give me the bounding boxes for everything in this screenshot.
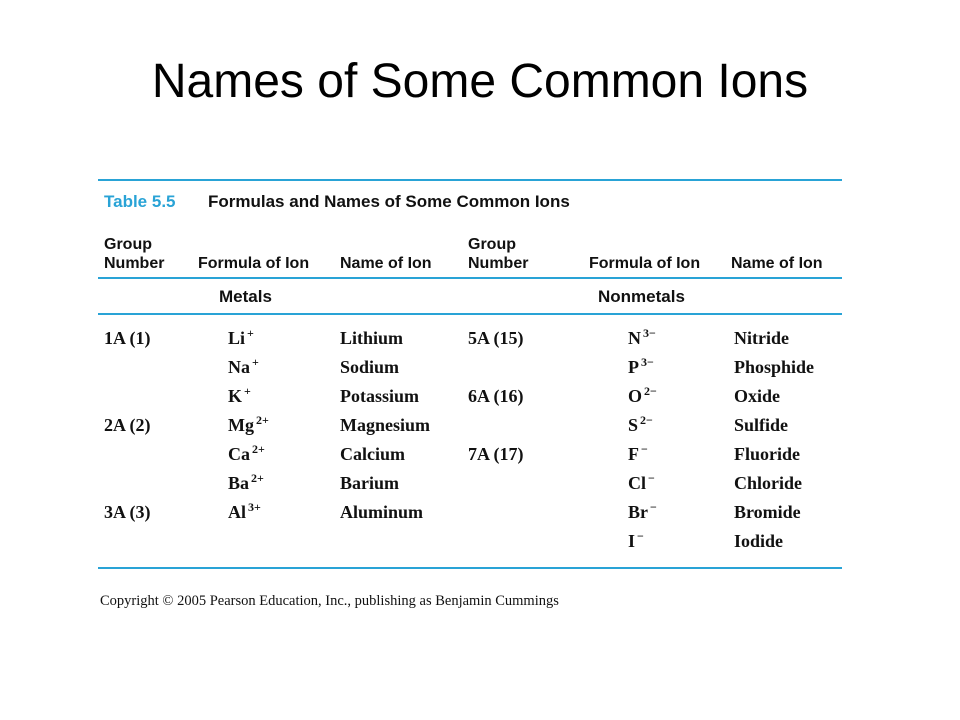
metal-name: Lithium xyxy=(340,328,404,348)
header-row xyxy=(98,225,842,277)
nonmetal-formula: N $^{3-}$ xyxy=(628,326,656,348)
table-row xyxy=(98,469,842,498)
nonmetal-name: Fluoride xyxy=(734,444,800,464)
nonmetal-formula: S $^{2-}$ xyxy=(628,413,653,435)
header-group-nonmetals-line2: Number xyxy=(468,255,529,272)
slide-title: Names of Some Common Ions xyxy=(151,55,809,108)
table-row xyxy=(98,440,842,469)
metal-formula: Ca $^{2+}$ xyxy=(228,442,265,464)
header-group-metals-line2: Number xyxy=(104,255,165,272)
header-group-metals-line1: Group xyxy=(104,236,152,253)
header-name-metals: Name of Ion xyxy=(340,255,432,272)
table-label: Table 5.5 xyxy=(104,192,176,211)
nonmetal-group: 7A (17) xyxy=(468,444,524,464)
nonmetal-formula: Br − xyxy=(628,500,657,522)
copyright-notice: Copyright © 2005 Pearson Education, Inc., publishing as Benjamin Cummings xyxy=(100,593,559,609)
nonmetal-name: Sulfide xyxy=(734,415,789,435)
table-body xyxy=(98,315,842,567)
metal-formula xyxy=(228,531,230,552)
metal-name: Aluminum xyxy=(340,502,424,522)
nonmetals-label: Nonmetals xyxy=(598,287,685,306)
nonmetal-group: 6A (16) xyxy=(468,386,524,406)
table-caption-text: Formulas and Names of Some Common Ions xyxy=(208,192,570,211)
header-formula-metals: Formula of Ion xyxy=(198,255,310,272)
header-group-nonmetals-line1: Group xyxy=(468,236,516,253)
metal-formula: K + xyxy=(228,384,251,406)
header-formula-nonmetals: Formula of Ion xyxy=(589,255,701,272)
table-row xyxy=(98,498,842,527)
metal-formula: Na + xyxy=(228,355,259,377)
table-row xyxy=(98,382,842,411)
nonmetal-name: Iodide xyxy=(734,531,784,551)
metal-name: Magnesium xyxy=(340,415,430,435)
nonmetal-formula: O $^{2-}$ xyxy=(628,384,657,406)
nonmetal-name: Phosphide xyxy=(734,357,815,377)
nonmetal-name: Bromide xyxy=(734,502,801,522)
metal-formula: Al $^{3+}$ xyxy=(228,500,261,522)
metal-group: 2A (2) xyxy=(104,415,151,435)
metal-name: Sodium xyxy=(340,357,400,377)
metals-label: Metals xyxy=(219,287,272,306)
metal-name: Potassium xyxy=(340,386,420,406)
header-name-nonmetals: Name of Ion xyxy=(731,255,823,272)
bottom-rule xyxy=(98,567,842,569)
metal-formula: Mg $^{2+}$ xyxy=(228,413,269,435)
metal-formula: Li + xyxy=(228,326,254,348)
metal-name: Barium xyxy=(340,473,400,493)
table-row xyxy=(98,411,842,440)
metal-group: 1A (1) xyxy=(104,328,151,348)
metal-formula: Ba $^{2+}$ xyxy=(228,471,264,493)
table-caption xyxy=(98,181,842,225)
nonmetal-name: Nitride xyxy=(734,328,789,348)
ion-table xyxy=(98,179,842,569)
nonmetal-name: Oxide xyxy=(734,386,781,406)
table-row xyxy=(98,353,842,382)
metal-name: Calcium xyxy=(340,444,405,464)
nonmetal-formula: F − xyxy=(628,442,648,464)
nonmetal-formula: P $^{3-}$ xyxy=(628,355,654,377)
table-row xyxy=(98,324,842,353)
group-label-row xyxy=(98,279,842,313)
table-row xyxy=(98,527,842,556)
nonmetal-formula: I − xyxy=(628,529,644,551)
nonmetal-group: 5A (15) xyxy=(468,328,524,348)
nonmetal-formula: Cl − xyxy=(628,471,655,493)
metal-group: 3A (3) xyxy=(104,502,151,522)
nonmetal-name: Chloride xyxy=(734,473,803,493)
